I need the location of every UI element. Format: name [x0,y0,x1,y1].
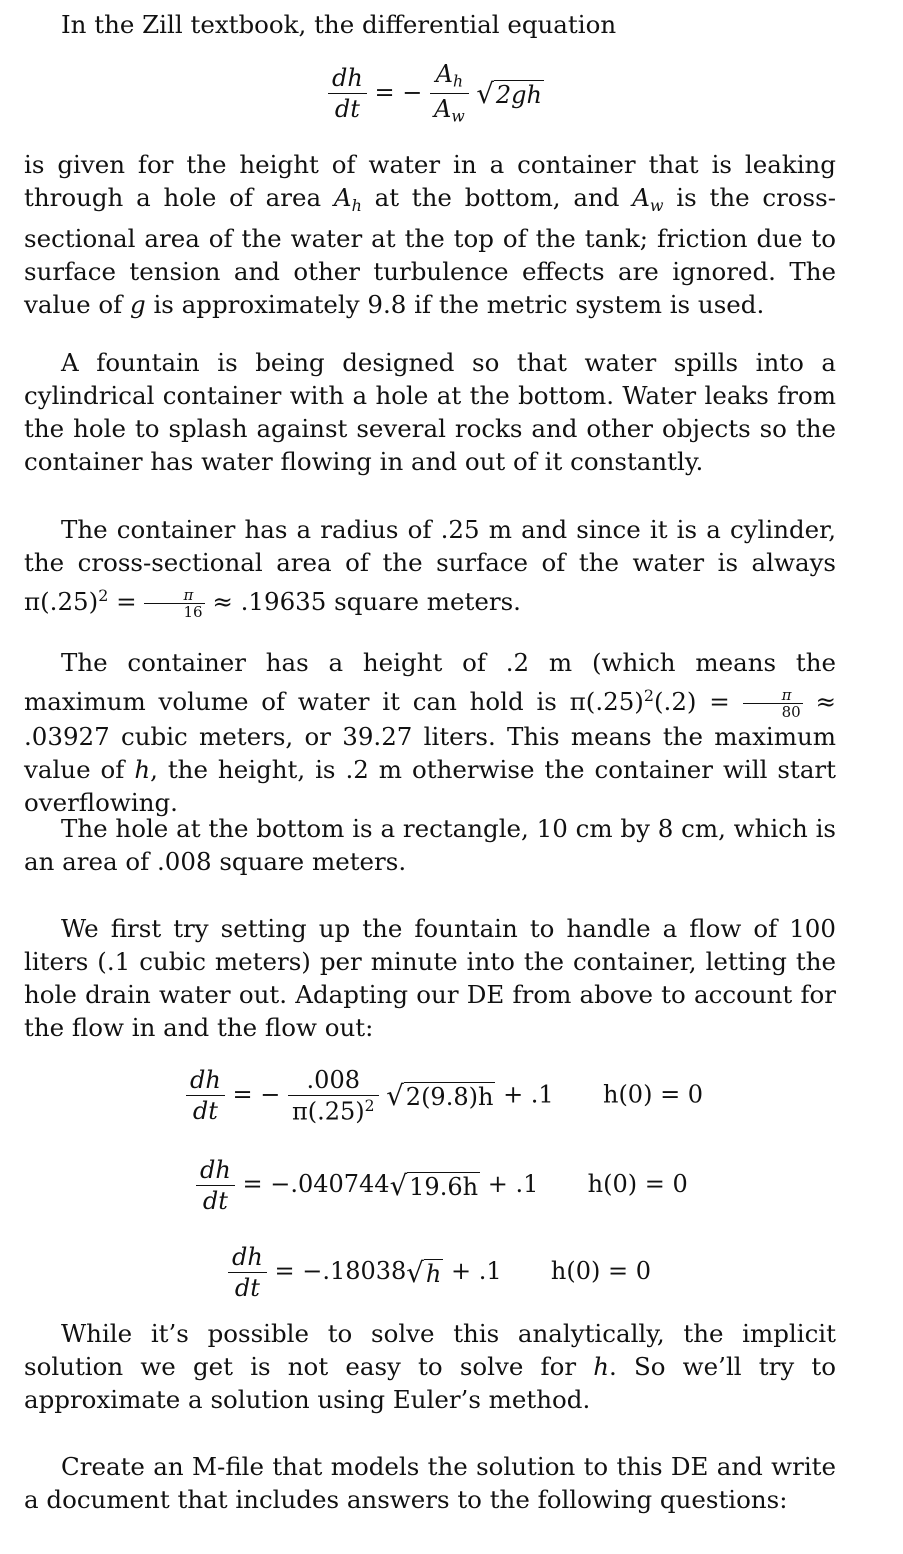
fraction-denominator: dt [234,1274,260,1302]
de-equation-3 [228,1245,651,1300]
radicand: h [425,1260,442,1288]
initial-condition: h(0) = 0 [550,1257,652,1285]
dh-dt-fraction [196,1158,235,1213]
pi-over-80-fraction [743,687,803,720]
equals-minus: = − [374,78,423,107]
subscript-h: h [452,72,464,91]
initial-condition: h(0) = 0 [587,1170,688,1198]
subscript-w: w [649,195,664,215]
equals-sign: = [108,586,137,616]
fraction-numerator: π [743,687,803,704]
hole-paragraph: The hole at the bottom is a rectangle, 10 cm by 8 cm, which is an area of .008 square meters. [24,814,836,876]
radicand: 2gh [495,81,542,110]
gravity-symbol: g [129,289,146,319]
fraction-denominator: π(.25) [291,1097,365,1126]
de-equation-1 [186,1068,703,1124]
area-symbol: A [433,95,452,124]
area-ratio-fraction [430,62,469,126]
dh-dt-fraction [186,1066,225,1126]
subscript-h: h [351,195,362,215]
intro-paragraph-body [24,148,836,321]
equals-minus: = − [232,1080,281,1109]
square-root: √2(9.8)h [386,1079,494,1112]
dh-dt-fraction [228,1245,267,1300]
analytic-text-1: While it’s possible to solve this analytically, the implicit solution we get is not easy to solve for [24,1319,836,1381]
fraction-denominator: dt [192,1097,218,1126]
radius-text: The container has a radius of .25 m and since it is a cylinder, the cross-sectional area of the surface of the water is always π(.25) [24,515,836,616]
radicand: 2(9.8)h [405,1083,494,1112]
fraction-numerator: dh [196,1158,235,1186]
inflow-term: + .1 [487,1170,539,1198]
coefficient: = −.040744 [242,1170,390,1198]
coefficient: = −.18038 [274,1257,407,1285]
height-paragraph [24,646,836,819]
inflow-term: + .1 [503,1080,554,1109]
radicand: 19.6h [409,1173,479,1201]
height-symbol: h [593,1352,609,1381]
fraction-numerator: dh [186,1068,225,1096]
fraction-numerator: dh [228,1245,267,1273]
exponent: 2 [98,586,109,605]
fraction-denominator: 16 [183,602,203,621]
flow-paragraph: We first try setting up the fountain to handle a flow of 100 liters (.1 cubic meters) per minute into the container, letting the hole drain water out. Adapting our DE from above to account for the flow in and the flow out: [24,914,836,1042]
area-value-text: ≈ .19635 square meters. [204,586,521,616]
area-symbol: A [435,60,453,88]
initial-condition: h(0) = 0 [602,1080,704,1109]
intro-paragraph-lead [24,8,836,41]
subscript-w: w [451,107,465,126]
area-symbol: A [632,183,650,212]
fountain-paragraph: A fountain is being designed so that water spills into a cylindrical container with a hole at the bottom. Water leaks from the hole to splash against several rocks and other objects so the container has water flowing in and out of it constantly. [24,348,836,476]
fraction-numerator: dh [328,66,367,94]
assignment-paragraph: Create an M-file that models the solution to this DE and write a document that includes answers to the following questions: [24,1452,836,1514]
analytic-paragraph [24,1317,836,1416]
exponent: 2 [364,1097,375,1115]
height-text-3: ≈ .03927 cubic meters, or 39.27 liters. This means the maximum value of [24,686,836,784]
height-text-4: , the height, is .2 m otherwise the container will start overflowing. [24,754,836,817]
square-root: √19.6h [389,1168,479,1202]
radius-paragraph [24,513,836,620]
fraction-numerator: .008 [288,1068,379,1096]
inflow-term: + .1 [451,1257,502,1285]
area-symbol: A [333,183,352,212]
intro-text-4: is approximately 9.8 if the metric system is used. [153,289,765,319]
fraction-numerator: π [144,587,204,604]
intro-lead-text: In the Zill textbook, the differential equation [61,10,617,39]
coefficient-fraction [288,1068,379,1124]
pi-over-16-fraction [144,587,204,620]
de-equation-2 [196,1158,688,1213]
height-text-1: The container has a height of .2 m (which means the maximum volume of water it can hold is π(.25) [24,648,836,716]
height-text-2: (.2) = [653,686,743,716]
analytic-text-2: . So we’ll try to approximate a solution using Euler’s method. [24,1352,836,1414]
square-root: √2gh [476,76,542,110]
dh-dt-fraction [328,64,367,124]
exponent: 2 [643,686,654,705]
fraction-denominator: dt [334,95,360,124]
height-symbol: h [134,754,151,784]
zill-equation [328,62,544,126]
fraction-denominator: dt [202,1187,228,1215]
square-root: √h [406,1255,442,1289]
intro-text-2: at the bottom, and [374,183,620,212]
intro-text-1: is given for the height of water in a container that is leaking through a hole of area [24,150,836,212]
intro-text-3: is the cross-sectional area of the water at the top of the tank; friction due to surface tension and other turbulence effects are ignored. The value of [24,183,836,319]
fraction-denominator: 80 [781,702,801,721]
